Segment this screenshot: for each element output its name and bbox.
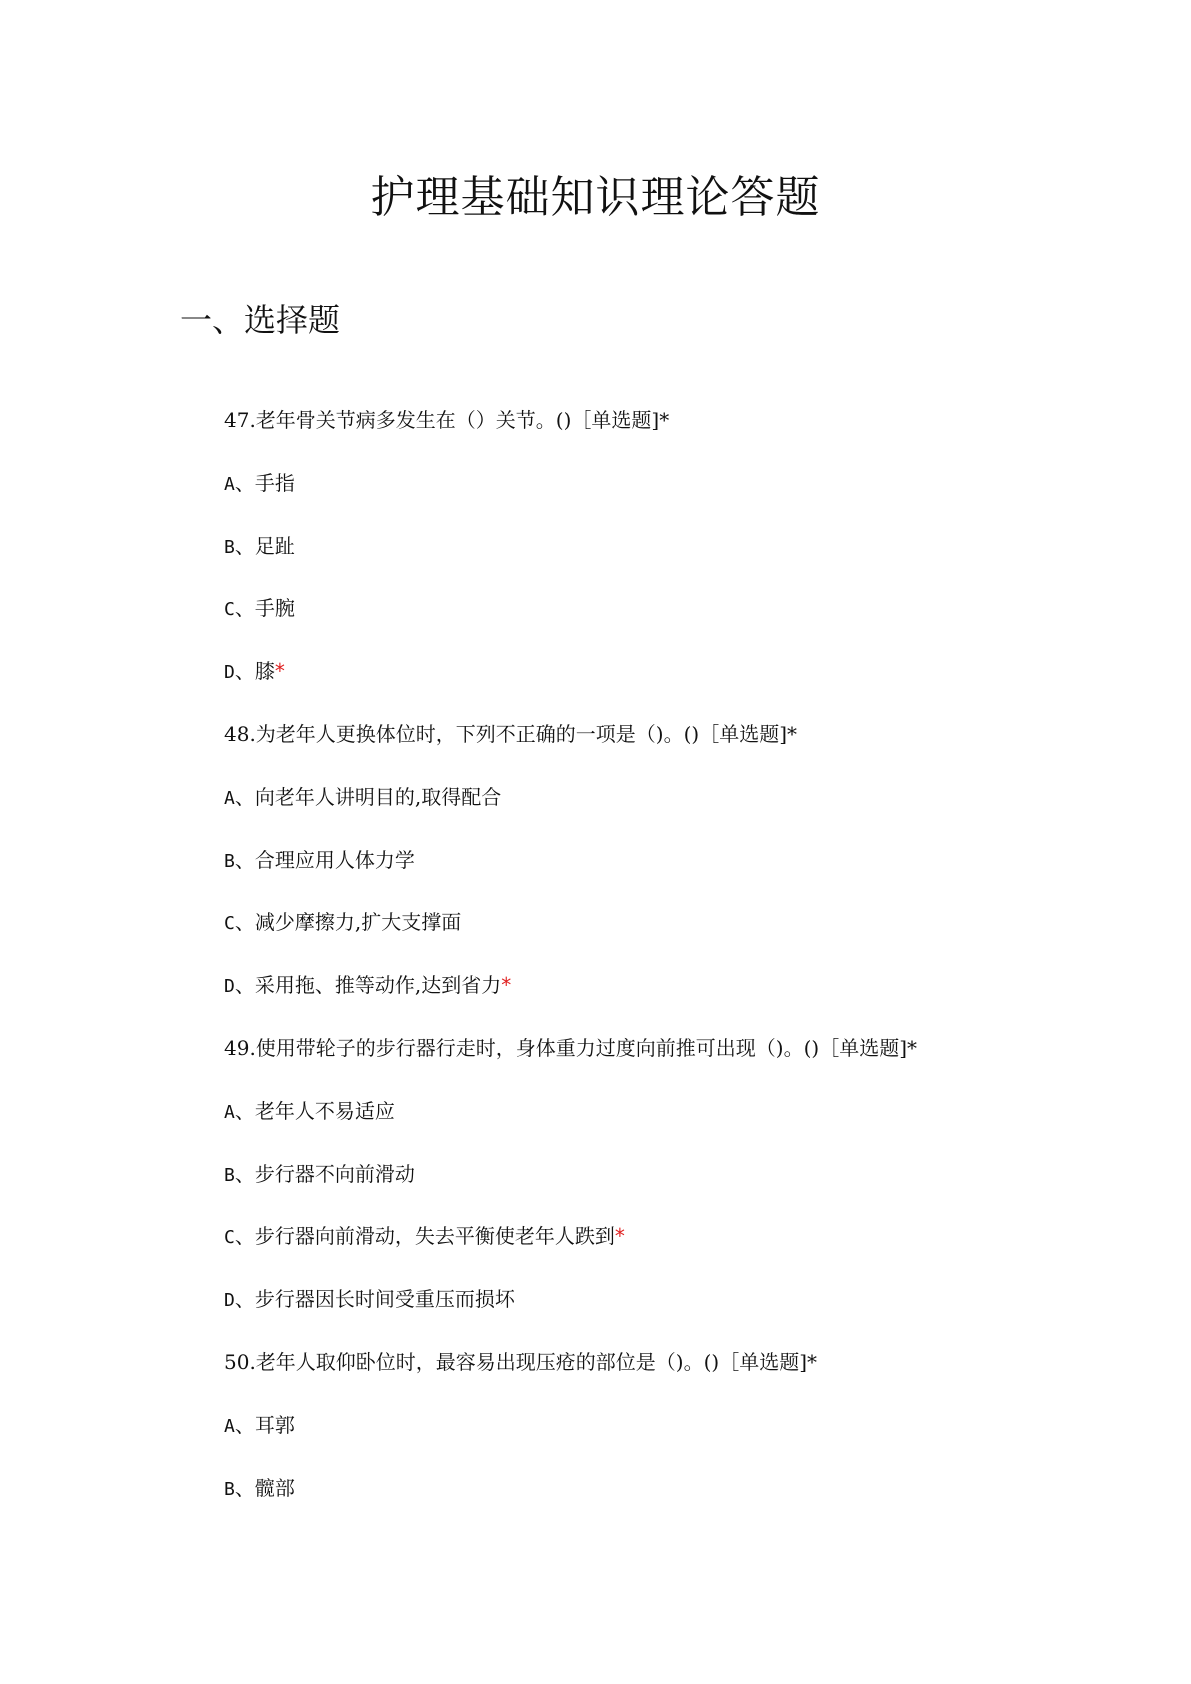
option-separator: 、 (234, 847, 255, 872)
option-text: 髋部 (254, 1475, 295, 1500)
option-47-d (224, 656, 1124, 719)
option-separator: 、 (234, 596, 255, 621)
option-separator: 、 (234, 973, 255, 998)
question-text: 48.为老年人更换体位时，下列不正确的一项是（)。()［单选题] (224, 721, 788, 746)
option-letter: A (224, 1415, 235, 1437)
option-letter: A (224, 1101, 235, 1123)
option-49-a (224, 1096, 1124, 1159)
option-49-d (224, 1284, 1124, 1347)
required-star: * (907, 1035, 918, 1060)
option-separator: 、 (234, 1098, 255, 1123)
option-text: 减少摩擦力,扩大支撑面 (254, 910, 462, 935)
option-50-a (224, 1410, 1124, 1473)
option-letter: A (224, 787, 235, 809)
section-heading: 一、选择题 (180, 301, 341, 339)
option-letter: B (224, 1478, 235, 1500)
option-text: 手腕 (254, 596, 295, 621)
question-48 (224, 719, 1124, 782)
option-48-d (224, 970, 1124, 1033)
question-text: 50.老年人取仰卧位时，最容易出现压疮的部位是（)。()［单选题] (224, 1349, 808, 1374)
option-text: 足趾 (254, 533, 295, 558)
option-letter: D (224, 1290, 235, 1312)
correct-answer-mark: * (614, 1224, 625, 1249)
option-text: 手指 (254, 470, 295, 495)
option-text: 采用拖、推等动作,达到省力 (254, 973, 502, 998)
option-separator: 、 (234, 1161, 255, 1186)
option-separator: 、 (234, 1224, 255, 1249)
option-letter: D (224, 976, 235, 998)
question-text: 47.老年骨关节病多发生在（）关节。()［单选题] (224, 408, 660, 432)
option-text: 老年人不易适应 (254, 1098, 395, 1123)
option-48-b (224, 845, 1124, 908)
option-47-c (224, 593, 1124, 656)
option-letter: C (224, 913, 235, 935)
question-text: 49.使用带轮子的步行器行走时，身体重力过度向前推可出现（)。()［单选题] (224, 1035, 908, 1060)
option-separator: 、 (234, 533, 255, 558)
option-letter: D (224, 662, 235, 684)
option-separator: 、 (234, 784, 255, 809)
correct-answer-mark: * (501, 973, 512, 998)
option-separator: 、 (234, 659, 255, 684)
option-separator: 、 (234, 1412, 255, 1437)
question-49 (224, 1033, 1124, 1096)
option-49-c (224, 1221, 1124, 1284)
option-text: 步行器因长时间受重压而损坏 (254, 1287, 515, 1312)
option-48-a (224, 782, 1124, 845)
question-47 (224, 405, 1124, 468)
option-separator: 、 (234, 470, 255, 495)
required-star: * (807, 1349, 818, 1374)
option-48-c (224, 907, 1124, 970)
option-text: 膝 (254, 659, 275, 684)
option-49-b (224, 1159, 1124, 1222)
option-separator: 、 (234, 1287, 255, 1312)
option-47-a (224, 468, 1124, 531)
option-text: 耳郭 (254, 1412, 295, 1437)
option-47-b (224, 531, 1124, 594)
option-letter: A (224, 473, 235, 495)
correct-answer-mark: * (274, 659, 285, 684)
question-50 (224, 1347, 1124, 1410)
question-list (224, 405, 1124, 1535)
option-text: 步行器向前滑动，失去平衡使老年人跌到 (254, 1224, 615, 1249)
option-letter: B (224, 1164, 235, 1186)
document-title: 护理基础知识理论答题 (370, 172, 821, 223)
option-letter: C (224, 1227, 235, 1249)
option-letter: B (224, 536, 235, 558)
option-text: 合理应用人体力学 (254, 847, 415, 872)
option-letter: C (224, 599, 235, 621)
option-letter: B (224, 850, 235, 872)
required-star: * (787, 721, 798, 746)
option-text: 向老年人讲明目的,取得配合 (254, 784, 502, 809)
option-50-b (224, 1473, 1124, 1536)
option-separator: 、 (234, 1475, 255, 1500)
required-star: * (659, 408, 670, 432)
option-separator: 、 (234, 910, 255, 935)
option-text: 步行器不向前滑动 (254, 1161, 415, 1186)
